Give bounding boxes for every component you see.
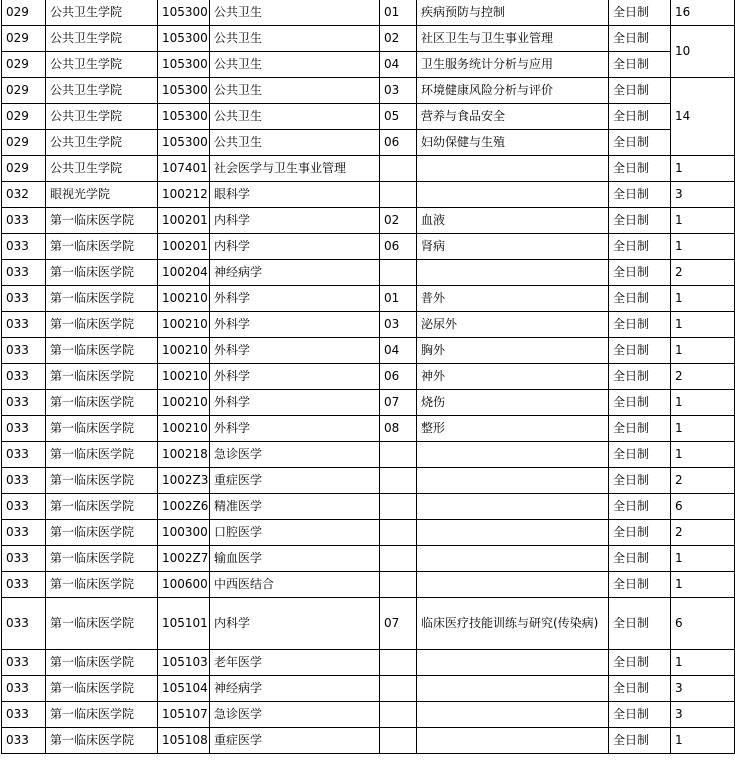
college-code: 033 <box>2 208 46 234</box>
table-row <box>2 338 735 364</box>
college-code: 033 <box>2 312 46 338</box>
major-code: 100201 <box>158 234 210 260</box>
major-code: 100210 <box>158 364 210 390</box>
major-name: 重症医学 <box>210 728 380 754</box>
quota: 2 <box>671 520 735 546</box>
college-name: 第一临床医学院 <box>46 702 158 728</box>
direction-code <box>380 494 417 520</box>
direction-name: 普外 <box>417 286 609 312</box>
college-code: 033 <box>2 286 46 312</box>
study-mode: 全日制 <box>609 416 671 442</box>
study-mode: 全日制 <box>609 208 671 234</box>
quota: 1 <box>671 650 735 676</box>
direction-name <box>417 156 609 182</box>
major-name: 老年医学 <box>210 650 380 676</box>
study-mode: 全日制 <box>609 156 671 182</box>
study-mode: 全日制 <box>609 598 671 650</box>
direction-name <box>417 702 609 728</box>
major-name: 神经病学 <box>210 676 380 702</box>
college-code: 033 <box>2 494 46 520</box>
table-row <box>2 104 735 130</box>
major-name: 公共卫生 <box>210 130 380 156</box>
college-name: 公共卫生学院 <box>46 156 158 182</box>
major-code: 100204 <box>158 260 210 286</box>
direction-name <box>417 728 609 754</box>
direction-code: 07 <box>380 598 417 650</box>
direction-code <box>380 702 417 728</box>
college-name: 第一临床医学院 <box>46 390 158 416</box>
study-mode: 全日制 <box>609 364 671 390</box>
study-mode: 全日制 <box>609 182 671 208</box>
quota: 1 <box>671 156 735 182</box>
table-row <box>2 494 735 520</box>
major-code: 100210 <box>158 338 210 364</box>
table-row <box>2 312 735 338</box>
major-code: 105300 <box>158 130 210 156</box>
college-code: 033 <box>2 650 46 676</box>
major-code: 100210 <box>158 312 210 338</box>
study-mode: 全日制 <box>609 494 671 520</box>
direction-code: 01 <box>380 286 417 312</box>
direction-name: 肾病 <box>417 234 609 260</box>
table-row <box>2 26 735 52</box>
college-code: 033 <box>2 260 46 286</box>
study-mode: 全日制 <box>609 312 671 338</box>
direction-code <box>380 520 417 546</box>
table-row <box>2 208 735 234</box>
major-name: 内科学 <box>210 234 380 260</box>
quota: 6 <box>671 598 735 650</box>
study-mode: 全日制 <box>609 520 671 546</box>
table-row <box>2 78 735 104</box>
major-name: 中西医结合 <box>210 572 380 598</box>
college-name: 第一临床医学院 <box>46 364 158 390</box>
major-name: 重症医学 <box>210 468 380 494</box>
quota: 3 <box>671 182 735 208</box>
table-row <box>2 468 735 494</box>
major-name: 精准医学 <box>210 494 380 520</box>
direction-name: 营养与食品安全 <box>417 104 609 130</box>
major-code: 100210 <box>158 286 210 312</box>
major-code: 100201 <box>158 208 210 234</box>
direction-name: 整形 <box>417 416 609 442</box>
quota: 1 <box>671 286 735 312</box>
college-name: 第一临床医学院 <box>46 494 158 520</box>
college-name: 第一临床医学院 <box>46 208 158 234</box>
major-name: 外科学 <box>210 312 380 338</box>
quota: 1 <box>671 390 735 416</box>
major-name: 公共卫生 <box>210 0 380 26</box>
direction-code: 08 <box>380 416 417 442</box>
major-code: 105300 <box>158 78 210 104</box>
quota: 1 <box>671 546 735 572</box>
direction-code <box>380 260 417 286</box>
college-code: 033 <box>2 728 46 754</box>
study-mode: 全日制 <box>609 728 671 754</box>
quota: 1 <box>671 312 735 338</box>
study-mode: 全日制 <box>609 442 671 468</box>
quota: 3 <box>671 702 735 728</box>
direction-name: 卫生服务统计分析与应用 <box>417 52 609 78</box>
major-name: 口腔医学 <box>210 520 380 546</box>
major-name: 外科学 <box>210 286 380 312</box>
quota: 1 <box>671 728 735 754</box>
quota: 1 <box>671 338 735 364</box>
table-row <box>2 572 735 598</box>
college-name: 第一临床医学院 <box>46 260 158 286</box>
direction-code: 01 <box>380 0 417 26</box>
major-name: 外科学 <box>210 390 380 416</box>
direction-name <box>417 572 609 598</box>
direction-name: 妇幼保健与生殖 <box>417 130 609 156</box>
table-row <box>2 520 735 546</box>
direction-code: 03 <box>380 78 417 104</box>
study-mode: 全日制 <box>609 234 671 260</box>
table-row <box>2 676 735 702</box>
table-row <box>2 286 735 312</box>
quota: 1 <box>671 416 735 442</box>
study-mode: 全日制 <box>609 338 671 364</box>
major-name: 急诊医学 <box>210 442 380 468</box>
table-row <box>2 728 735 754</box>
table-body <box>2 0 735 754</box>
college-code: 033 <box>2 442 46 468</box>
direction-name: 胸外 <box>417 338 609 364</box>
direction-name <box>417 260 609 286</box>
table-row <box>2 234 735 260</box>
direction-code: 07 <box>380 390 417 416</box>
study-mode: 全日制 <box>609 572 671 598</box>
college-name: 眼视光学院 <box>46 182 158 208</box>
quota: 2 <box>671 468 735 494</box>
major-code: 100212 <box>158 182 210 208</box>
quota: 10 <box>671 26 735 78</box>
study-mode: 全日制 <box>609 130 671 156</box>
table-row <box>2 442 735 468</box>
table-row <box>2 182 735 208</box>
major-code: 105300 <box>158 52 210 78</box>
direction-name: 泌尿外 <box>417 312 609 338</box>
study-mode: 全日制 <box>609 676 671 702</box>
college-name: 第一临床医学院 <box>46 650 158 676</box>
table-row <box>2 364 735 390</box>
college-code: 033 <box>2 572 46 598</box>
major-code: 105300 <box>158 0 210 26</box>
study-mode: 全日制 <box>609 0 671 26</box>
study-mode: 全日制 <box>609 390 671 416</box>
major-code: 105108 <box>158 728 210 754</box>
college-code: 033 <box>2 416 46 442</box>
quota: 6 <box>671 494 735 520</box>
college-name: 公共卫生学院 <box>46 26 158 52</box>
direction-name: 疾病预防与控制 <box>417 0 609 26</box>
direction-code: 05 <box>380 104 417 130</box>
major-code: 100600 <box>158 572 210 598</box>
college-name: 第一临床医学院 <box>46 312 158 338</box>
study-mode: 全日制 <box>609 702 671 728</box>
quota: 1 <box>671 234 735 260</box>
study-mode: 全日制 <box>609 104 671 130</box>
college-name: 第一临床医学院 <box>46 728 158 754</box>
direction-name: 神外 <box>417 364 609 390</box>
college-name: 第一临床医学院 <box>46 468 158 494</box>
direction-code <box>380 676 417 702</box>
college-name: 第一临床医学院 <box>46 676 158 702</box>
table-row <box>2 702 735 728</box>
major-code: 1002Z7 <box>158 546 210 572</box>
college-code: 033 <box>2 468 46 494</box>
major-name: 输血医学 <box>210 546 380 572</box>
table-row <box>2 130 735 156</box>
direction-code: 04 <box>380 338 417 364</box>
college-name: 第一临床医学院 <box>46 442 158 468</box>
direction-code <box>380 156 417 182</box>
major-name: 内科学 <box>210 208 380 234</box>
major-code: 100218 <box>158 442 210 468</box>
direction-code <box>380 182 417 208</box>
college-name: 公共卫生学院 <box>46 104 158 130</box>
college-name: 公共卫生学院 <box>46 78 158 104</box>
college-code: 032 <box>2 182 46 208</box>
direction-code: 03 <box>380 312 417 338</box>
table-row <box>2 390 735 416</box>
direction-name <box>417 520 609 546</box>
major-code: 1002Z6 <box>158 494 210 520</box>
quota: 1 <box>671 442 735 468</box>
quota: 2 <box>671 364 735 390</box>
major-name: 社会医学与卫生事业管理 <box>210 156 380 182</box>
college-name: 第一临床医学院 <box>46 546 158 572</box>
direction-name: 社区卫生与卫生事业管理 <box>417 26 609 52</box>
college-name: 公共卫生学院 <box>46 130 158 156</box>
major-code: 100300 <box>158 520 210 546</box>
major-name: 内科学 <box>210 598 380 650</box>
direction-code <box>380 572 417 598</box>
major-code: 105101 <box>158 598 210 650</box>
college-code: 033 <box>2 702 46 728</box>
college-name: 公共卫生学院 <box>46 0 158 26</box>
study-mode: 全日制 <box>609 52 671 78</box>
college-code: 033 <box>2 676 46 702</box>
college-name: 第一临床医学院 <box>46 416 158 442</box>
college-code: 033 <box>2 234 46 260</box>
college-name: 第一临床医学院 <box>46 234 158 260</box>
direction-code: 02 <box>380 208 417 234</box>
college-code: 033 <box>2 338 46 364</box>
direction-code: 02 <box>380 26 417 52</box>
major-name: 外科学 <box>210 364 380 390</box>
college-name: 第一临床医学院 <box>46 520 158 546</box>
direction-name <box>417 182 609 208</box>
college-code: 029 <box>2 156 46 182</box>
direction-code <box>380 728 417 754</box>
direction-name: 血液 <box>417 208 609 234</box>
major-code: 105107 <box>158 702 210 728</box>
major-code: 107401 <box>158 156 210 182</box>
major-code: 105300 <box>158 104 210 130</box>
direction-code: 06 <box>380 364 417 390</box>
study-mode: 全日制 <box>609 546 671 572</box>
college-code: 033 <box>2 598 46 650</box>
table-row <box>2 156 735 182</box>
major-name: 急诊医学 <box>210 702 380 728</box>
direction-name <box>417 442 609 468</box>
direction-name: 环境健康风险分析与评价 <box>417 78 609 104</box>
major-code: 105300 <box>158 26 210 52</box>
college-code: 033 <box>2 390 46 416</box>
direction-code <box>380 546 417 572</box>
quota: 1 <box>671 572 735 598</box>
major-code: 1002Z3 <box>158 468 210 494</box>
table-row <box>2 52 735 78</box>
direction-name <box>417 494 609 520</box>
college-code: 029 <box>2 130 46 156</box>
major-code: 100210 <box>158 416 210 442</box>
quota: 16 <box>671 0 735 26</box>
major-name: 外科学 <box>210 416 380 442</box>
table-row <box>2 598 735 650</box>
college-code: 029 <box>2 0 46 26</box>
enrollment-table <box>1 0 735 754</box>
direction-name: 烧伤 <box>417 390 609 416</box>
major-code: 105104 <box>158 676 210 702</box>
college-name: 第一临床医学院 <box>46 338 158 364</box>
major-name: 外科学 <box>210 338 380 364</box>
major-name: 公共卫生 <box>210 104 380 130</box>
study-mode: 全日制 <box>609 78 671 104</box>
quota: 3 <box>671 676 735 702</box>
college-name: 第一临床医学院 <box>46 598 158 650</box>
quota: 2 <box>671 260 735 286</box>
quota: 1 <box>671 208 735 234</box>
table-row <box>2 546 735 572</box>
table-row <box>2 416 735 442</box>
direction-name <box>417 676 609 702</box>
direction-code <box>380 468 417 494</box>
college-name: 公共卫生学院 <box>46 52 158 78</box>
direction-code: 06 <box>380 234 417 260</box>
direction-name: 临床医疗技能训练与研究(传染病) <box>417 598 609 650</box>
study-mode: 全日制 <box>609 468 671 494</box>
major-name: 公共卫生 <box>210 78 380 104</box>
college-code: 029 <box>2 52 46 78</box>
college-name: 第一临床医学院 <box>46 286 158 312</box>
major-name: 公共卫生 <box>210 26 380 52</box>
major-name: 公共卫生 <box>210 52 380 78</box>
study-mode: 全日制 <box>609 650 671 676</box>
study-mode: 全日制 <box>609 260 671 286</box>
study-mode: 全日制 <box>609 286 671 312</box>
major-name: 眼科学 <box>210 182 380 208</box>
direction-code: 04 <box>380 52 417 78</box>
college-code: 033 <box>2 546 46 572</box>
major-code: 100210 <box>158 390 210 416</box>
college-code: 029 <box>2 104 46 130</box>
college-code: 029 <box>2 78 46 104</box>
table-row <box>2 650 735 676</box>
college-code: 033 <box>2 520 46 546</box>
direction-code <box>380 650 417 676</box>
table-row <box>2 0 735 26</box>
college-code: 029 <box>2 26 46 52</box>
quota: 14 <box>671 78 735 156</box>
direction-code: 06 <box>380 130 417 156</box>
college-code: 033 <box>2 364 46 390</box>
direction-name <box>417 650 609 676</box>
direction-name <box>417 546 609 572</box>
college-name: 第一临床医学院 <box>46 572 158 598</box>
study-mode: 全日制 <box>609 26 671 52</box>
direction-name <box>417 468 609 494</box>
major-code: 105103 <box>158 650 210 676</box>
table-row <box>2 260 735 286</box>
direction-code <box>380 442 417 468</box>
major-name: 神经病学 <box>210 260 380 286</box>
